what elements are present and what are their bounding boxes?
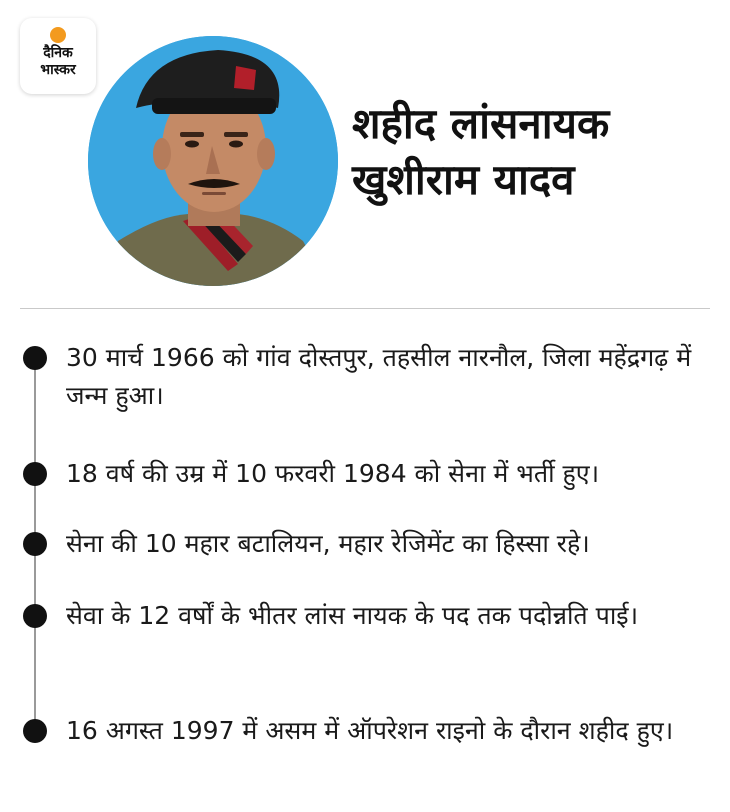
soldier-portrait	[88, 36, 338, 286]
logo-sun-icon	[50, 27, 66, 43]
timeline-bullet	[23, 719, 47, 743]
timeline-bullet	[23, 346, 47, 370]
timeline-item: 18 वर्ष की उम्र में 10 फरवरी 1984 को सेना में भर्ती हुए।	[66, 459, 600, 488]
timeline-bullet	[23, 462, 47, 486]
timeline-bullet	[23, 604, 47, 628]
timeline-item: सेना की 10 महार बटालियन, महार रेजिमेंट का हिस्सा रहे।	[66, 529, 590, 558]
timeline-item: सेवा के 12 वर्षों के भीतर लांस नायक के पद तक पदोन्नति पाई।	[66, 601, 639, 630]
title-line1: शहीद लांसनायक	[352, 99, 610, 148]
timeline-item: 16 अगस्त 1997 में असम में ऑपरेशन राइनो के दौरान शहीद हुए।	[66, 716, 674, 745]
title-line2: खुशीराम यादव	[352, 155, 575, 204]
logo-text-line1: दैनिक	[43, 45, 73, 61]
dainik-bhaskar-logo	[20, 18, 96, 94]
divider	[20, 308, 710, 309]
timeline-item: 30 मार्च 1966 को गांव दोस्तपुर, तहसील नारनौल, जिला महेंद्रगढ़ में जन्म हुआ।	[66, 343, 692, 410]
page-title	[352, 96, 609, 208]
logo-text-line2: भास्कर	[40, 62, 76, 78]
timeline-bullet	[23, 532, 47, 556]
